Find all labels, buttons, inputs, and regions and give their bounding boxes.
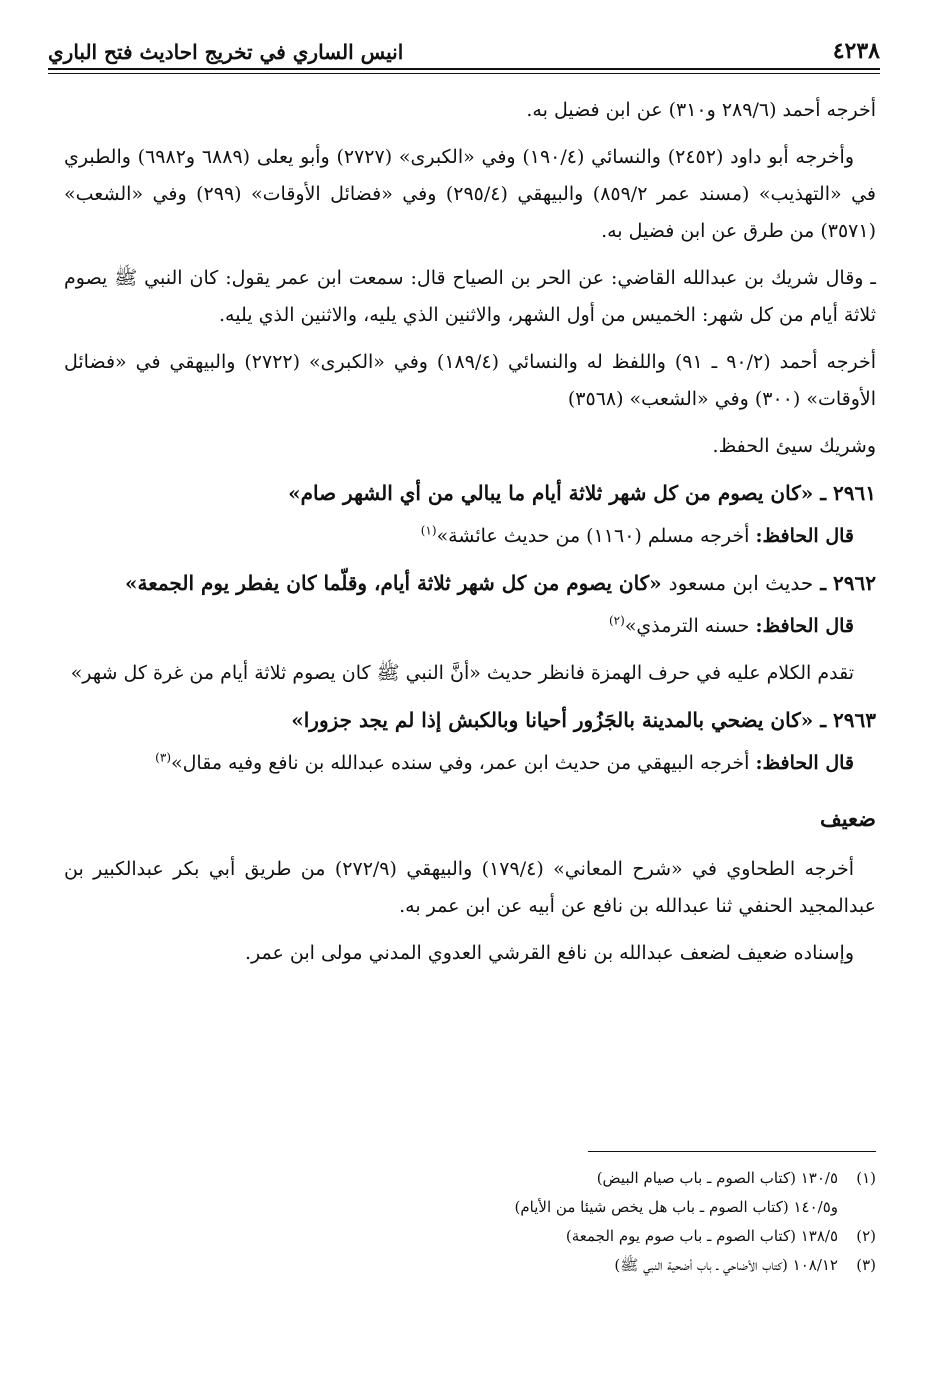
hafiz-comment bbox=[64, 745, 876, 782]
paragraph: وأخرجه أبو داود (٢٤٥٢) والنسائي (١٩٠/٤) وفي «الكبرى» (٢٧٢٧) وأبو يعلى (٦٨٨٩ و٦٩٨٢) والطبري في «التهذيب» (مسند عمر ٨٥٩/٢) والبيهقي (٢٩٥/٤) وفي «فضائل الأوقات» (٢٩٩) وفي «الشعب» (٣٥٧١) من طرق عن ابن فضيل به. bbox=[64, 146, 876, 242]
hafiz-label: قال الحافظ: bbox=[755, 615, 854, 637]
hadith-number: ٢٩٦٢ ـ bbox=[820, 571, 876, 595]
hadith-2961 bbox=[64, 475, 876, 512]
footnote-marker[interactable]: (١) bbox=[420, 523, 437, 538]
running-title: انيس الساري في تخريج احاديث فتح الباري bbox=[48, 40, 404, 64]
footnote-item bbox=[300, 1222, 876, 1251]
hafiz-comment bbox=[64, 608, 876, 645]
paragraph: أخرجه أحمد (٢٨٩/٦ و٣١٠) عن ابن فضيل به. bbox=[526, 99, 876, 121]
paragraph: وشريك سيئ الحفظ. bbox=[712, 435, 876, 457]
footnote-number: (١) bbox=[856, 1169, 876, 1187]
page-header bbox=[48, 28, 880, 70]
footnote-text: و١٤٠/٥ (كتاب الصوم ـ باب هل يخص شيئا من الأيام) bbox=[514, 1198, 838, 1216]
paragraph: أخرجه الطحاوي في «شرح المعاني» (١٧٩/٤) والبيهقي (٢٧٢/٩) من طريق أبي بكر عبدالكبير بن عبدالمجيد الحنفي ثنا عبدالله بن نافع عن أبيه عن ابن عمر به. bbox=[64, 858, 876, 917]
footnote-text: ١٣٨/٥ (كتاب الصوم ـ باب صوم يوم الجمعة) bbox=[565, 1227, 838, 1245]
hadith-intro: حديث ابن مسعود bbox=[668, 571, 814, 595]
footnotes bbox=[300, 1164, 876, 1280]
hadith-2962 bbox=[64, 565, 876, 602]
comment-text: أخرجه مسلم (١١٦٠) من حديث عائشة» bbox=[436, 525, 750, 547]
paragraph: وإسناده ضعيف لضعف عبدالله بن نافع القرشي العدوي المدني مولى ابن عمر. bbox=[245, 942, 854, 964]
hadith-number: ٢٩٦٣ ـ bbox=[820, 708, 876, 732]
paragraph: تقدم الكلام عليه في حرف الهمزة فانظر حديث «أنَّ النبي ﷺ كان يصوم ثلاثة أيام من غرة كل شهر» bbox=[70, 662, 854, 684]
hafiz-label: قال الحافظ: bbox=[755, 525, 854, 547]
hadith-number: ٢٩٦١ ـ bbox=[820, 481, 876, 505]
comment-text: أخرجه البيهقي من حديث ابن عمر، وفي سنده عبدالله بن نافع وفيه مقال» bbox=[171, 752, 750, 774]
paragraph: ـ وقال شريك بن عبدالله القاضي: عن الحر بن الصياح قال: سمعت ابن عمر يقول: كان النبي ﷺ يصوم ثلاثة أيام من كل شهر: الخميس من أول الشهر، والاثنين الذي يليه، والاثنين الذي يليه. bbox=[64, 267, 876, 326]
comment-text: حسنه الترمذي» bbox=[624, 615, 750, 637]
hadith-2963 bbox=[64, 702, 876, 739]
page-number: ٤٢٣٨ bbox=[832, 38, 880, 64]
hadith-text: «كان يصوم من كل شهر ثلاثة أيام ما يبالي من أي الشهر صام» bbox=[288, 481, 814, 505]
footnote-item bbox=[300, 1251, 876, 1280]
footnote-number: (٣) bbox=[856, 1256, 876, 1274]
footnote-marker[interactable]: (٣) bbox=[155, 750, 171, 765]
grade-heading: ضعيف bbox=[819, 806, 876, 831]
hafiz-label: قال الحافظ: bbox=[755, 752, 854, 774]
main-text bbox=[64, 92, 876, 982]
footnote-item bbox=[300, 1193, 876, 1222]
hadith-text: «كان يضحي بالمدينة بالجَزُور أحيانا وبالكبش إذا لم يجد جزورا» bbox=[291, 708, 814, 732]
paragraph: أخرجه أحمد (٩٠/٢ ـ ٩١) واللفظ له والنسائي (١٨٩/٤) وفي «الكبرى» (٢٧٢٢) والبيهقي في «فضائل الأوقات» (٣٠٠) وفي «الشعب» (٣٥٦٨) bbox=[64, 351, 876, 410]
hafiz-comment bbox=[64, 518, 876, 555]
hadith-text: «كان يصوم من كل شهر ثلاثة أيام، وقلّما كان يفطر يوم الجمعة» bbox=[125, 571, 662, 595]
footnote-text: ١٣٠/٥ (كتاب الصوم ـ باب صيام البيض) bbox=[596, 1169, 838, 1187]
footnote-separator bbox=[588, 1151, 876, 1152]
footnote-text: ١٠٨/١٢ (كتاب الأضاحي ـ باب أضحية النبي ﷺ) bbox=[614, 1256, 838, 1274]
footnote-item bbox=[300, 1164, 876, 1193]
footnote-number: (٢) bbox=[856, 1227, 876, 1245]
footnote-marker[interactable]: (٢) bbox=[608, 613, 625, 628]
